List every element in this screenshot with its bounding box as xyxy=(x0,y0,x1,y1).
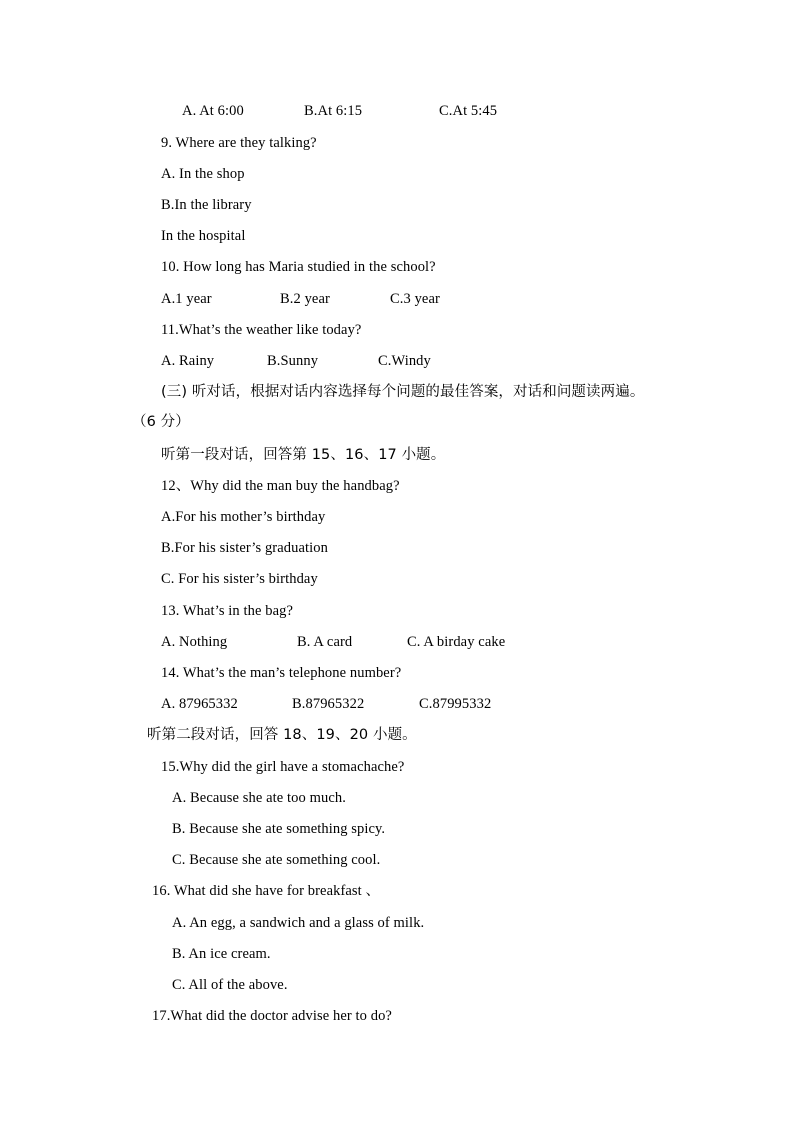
q11-option-b: B.Sunny xyxy=(267,353,319,369)
q11-option-a: A. Rainy xyxy=(161,353,215,369)
q9-option-c: In the hospital xyxy=(161,228,246,244)
q17-stem: 17.What did the doctor advise her to do? xyxy=(152,1008,392,1024)
q15-option-b: B. Because she ate something spicy. xyxy=(172,821,386,837)
q10-option-c: C.3 year xyxy=(390,291,440,307)
q10-option-b: B.2 year xyxy=(280,291,330,307)
q8-option-a: A. At 6:00 xyxy=(182,103,244,119)
q15-stem: 15.Why did the girl have a stomachache? xyxy=(161,759,405,775)
q13-option-a: A. Nothing xyxy=(161,634,228,650)
dialogue1-heading: 听第一段对话，回答第 15、16、17 小题。 xyxy=(161,447,446,463)
q11-stem: 11.What’s the weather like today? xyxy=(161,322,362,338)
q15-option-c: C. Because she ate something cool. xyxy=(172,852,381,868)
q8-option-c: C.At 5:45 xyxy=(439,103,498,119)
q13-option-c: C. A birday cake xyxy=(407,634,506,650)
q10-option-a: A.1 year xyxy=(161,291,212,307)
q13-stem: 13. What’s in the bag? xyxy=(161,603,293,619)
q12-option-b: B.For his sister’s graduation xyxy=(161,540,328,556)
q13-option-b: B. A card xyxy=(297,634,353,650)
q12-option-c: C. For his sister’s birthday xyxy=(161,571,318,587)
q14-option-b: B.87965322 xyxy=(292,696,365,712)
q9-option-b: B.In the library xyxy=(161,197,252,213)
section3-instruction: (三) 听对话，根据对话内容选择每个问题的最佳答案，对话和问题读两遍。 xyxy=(161,384,645,400)
q16-option-b: B. An ice cream. xyxy=(172,946,271,962)
q12-option-a: A.For his mother’s birthday xyxy=(161,509,326,525)
q16-stem: 16. What did she have for breakfast 、 xyxy=(152,883,381,899)
q14-stem: 14. What’s the man’s telephone number? xyxy=(161,665,402,681)
q9-stem: 9. Where are they talking? xyxy=(161,135,317,151)
q16-option-a: A. An egg, a sandwich and a glass of milk. xyxy=(172,915,425,931)
q8-option-b: B.At 6:15 xyxy=(304,103,363,119)
section3-score: （6 分） xyxy=(132,414,190,430)
q11-option-c: C.Windy xyxy=(378,353,431,369)
dialogue2-heading: 听第二段对话，回答 18、19、20 小题。 xyxy=(147,727,417,743)
q10-stem: 10. How long has Maria studied in the school? xyxy=(161,259,436,275)
q14-option-c: C.87995332 xyxy=(419,696,492,712)
q14-option-a: A. 87965332 xyxy=(161,696,238,712)
q12-stem: 12、Why did the man buy the handbag? xyxy=(161,478,400,494)
q16-option-c: C. All of the above. xyxy=(172,977,288,993)
q15-option-a: A. Because she ate too much. xyxy=(172,790,346,806)
q9-option-a: A. In the shop xyxy=(161,166,245,182)
